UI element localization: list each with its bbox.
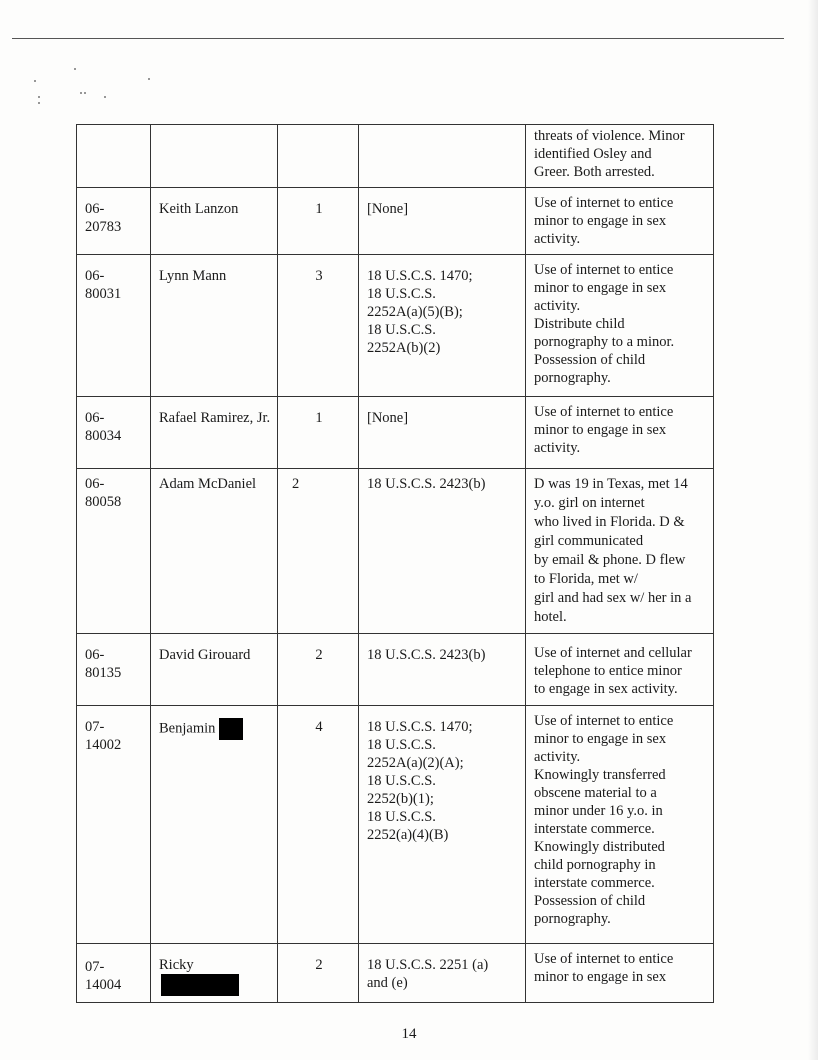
case-number-line: 06- [85, 647, 105, 663]
description-line: threats of violence. Minor [534, 128, 685, 144]
statute-cell [359, 944, 526, 1003]
statute-line: and (e) [367, 975, 408, 991]
case-number-cell [77, 125, 151, 188]
header-rule [12, 38, 784, 39]
description-line: Possession of child [534, 352, 646, 368]
count-value: 1 [315, 410, 323, 426]
case-number-line: 06- [85, 201, 105, 217]
table-row [77, 634, 714, 706]
statute-line: 2252(a)(4)(B) [367, 827, 449, 843]
page-edge-shadow [808, 0, 818, 1060]
statute-line: 2252A(a)(5)(B); [367, 304, 463, 320]
description-line: Use of internet to entice [534, 262, 674, 278]
description-line: girl communicated [534, 533, 644, 549]
count-value: 2 [315, 647, 323, 663]
defendant-name-cell [151, 706, 278, 944]
defendant-name: Rafael Ramirez, Jr. [159, 410, 271, 426]
description-line: Distribute child [534, 316, 625, 332]
description-line: Use of internet to entice [534, 951, 674, 967]
statute-line: 18 U.S.C.S. [367, 737, 436, 753]
description-line: pornography to a minor. [534, 334, 675, 350]
case-number-cell [77, 706, 151, 944]
description-line: minor to engage in sex [534, 213, 667, 229]
description-cell [526, 397, 714, 469]
case-number-line: 14002 [85, 737, 122, 753]
statute-line: 18 U.S.C.S. [367, 809, 436, 825]
defendant-name-cell [151, 634, 278, 706]
statute-line: 18 U.S.C.S. [367, 286, 436, 302]
description-line: pornography. [534, 370, 611, 386]
defendant-name: Ricky [159, 957, 194, 973]
statute-line: 18 U.S.C.S. [367, 322, 436, 338]
description-line: by email & phone. D flew [534, 552, 686, 568]
description-line: interstate commerce. [534, 875, 655, 891]
description-line: Use of internet to entice [534, 713, 674, 729]
description-cell [526, 634, 714, 706]
description-line: y.o. girl on internet [534, 495, 645, 511]
description-line: Use of internet and cellular [534, 645, 692, 661]
defendant-name-cell [151, 125, 278, 188]
case-number-cell [77, 397, 151, 469]
redaction-box [219, 718, 243, 740]
table-row [77, 397, 714, 469]
description-line: Knowingly transferred [534, 767, 666, 783]
count-cell [278, 634, 359, 706]
defendant-name-cell [151, 469, 278, 634]
count-cell [278, 469, 359, 634]
description-line: D was 19 in Texas, met 14 [534, 476, 688, 492]
case-number-line: 20783 [85, 219, 122, 235]
statute-line: [None] [367, 201, 409, 217]
description-line: activity. [534, 298, 581, 314]
description-cell [526, 125, 714, 188]
case-number-line: 80058 [85, 494, 122, 510]
description-line: minor to engage in sex [534, 969, 667, 985]
description-cell [526, 469, 714, 634]
defendant-name: Lynn Mann [159, 268, 227, 284]
description-line: Use of internet to entice [534, 404, 674, 420]
redaction-box [161, 974, 239, 996]
defendant-name-cell [151, 397, 278, 469]
count-value: 1 [315, 201, 323, 217]
case-table [76, 124, 714, 1003]
case-number-cell [77, 634, 151, 706]
case-number-line: 06- [85, 268, 105, 284]
description-line: who lived in Florida. D & [534, 514, 685, 530]
statute-line: 2252A(a)(2)(A); [367, 755, 464, 771]
statute-line: 18 U.S.C.S. [367, 773, 436, 789]
description-line: minor to engage in sex [534, 422, 667, 438]
description-line: minor to engage in sex [534, 731, 667, 747]
defendant-name-cell [151, 944, 278, 1003]
statute-line: 18 U.S.C.S. 2423(b) [367, 476, 486, 492]
description-line: interstate commerce. [534, 821, 655, 837]
statute-line: 2252A(b)(2) [367, 340, 441, 356]
description-cell [526, 188, 714, 255]
case-number-line: 80034 [85, 428, 122, 444]
description-line: telephone to entice minor [534, 663, 682, 679]
case-number-line: 80135 [85, 665, 122, 681]
description-line: to Florida, met w/ [534, 571, 638, 587]
description-line: minor under 16 y.o. in [534, 803, 663, 819]
statute-line: 18 U.S.C.S. 2251 (a) [367, 957, 489, 973]
defendant-name: Adam McDaniel [159, 476, 257, 492]
statute-cell [359, 706, 526, 944]
page-number: 14 [401, 1026, 417, 1042]
count-cell [278, 188, 359, 255]
description-line: activity. [534, 231, 581, 247]
description-cell [526, 944, 714, 1003]
statute-line: [None] [367, 410, 409, 426]
count-value: 4 [315, 719, 323, 735]
defendant-name: David Girouard [159, 647, 251, 663]
table-row [77, 706, 714, 944]
case-number-line: 07- [85, 719, 105, 735]
count-value: 3 [315, 268, 323, 284]
table-row [77, 255, 714, 397]
count-value: 2 [292, 476, 300, 492]
case-number-cell [77, 944, 151, 1003]
statute-cell [359, 634, 526, 706]
case-number-line: 06- [85, 476, 105, 492]
description-line: Use of internet to entice [534, 195, 674, 211]
statute-cell [359, 188, 526, 255]
description-cell [526, 255, 714, 397]
case-number-cell [77, 255, 151, 397]
defendant-name: Keith Lanzon [159, 201, 239, 217]
case-number-cell [77, 188, 151, 255]
defendant-name: Benjamin [159, 720, 216, 737]
statute-line: 18 U.S.C.S. 2423(b) [367, 647, 486, 663]
table-row [77, 188, 714, 255]
description-line: Greer. Both arrested. [534, 164, 655, 180]
statute-cell [359, 255, 526, 397]
statute-cell [359, 397, 526, 469]
description-line: pornography. [534, 911, 611, 927]
description-line: to engage in sex activity. [534, 681, 678, 697]
count-cell [278, 706, 359, 944]
table-row [77, 125, 714, 188]
description-line: Possession of child [534, 893, 646, 909]
case-number-line: 14004 [85, 977, 122, 993]
case-number-line: 07- [85, 959, 105, 975]
table-row [77, 944, 714, 1003]
defendant-name-cell [151, 255, 278, 397]
statute-line: 2252(b)(1); [367, 791, 434, 807]
description-line: obscene material to a [534, 785, 657, 801]
statute-line: 18 U.S.C.S. 1470; [367, 719, 473, 735]
scan-specks [30, 62, 160, 112]
case-number-line: 06- [85, 410, 105, 426]
statute-line: 18 U.S.C.S. 1470; [367, 268, 473, 284]
table-row [77, 469, 714, 634]
description-cell [526, 706, 714, 944]
count-cell [278, 125, 359, 188]
description-line: child pornography in [534, 857, 656, 873]
case-number-line: 80031 [85, 286, 122, 302]
description-line: hotel. [534, 609, 567, 625]
description-line: activity. [534, 749, 581, 765]
description-line: girl and had sex w/ her in a [534, 590, 692, 606]
description-line: identified Osley and [534, 146, 652, 162]
description-line: Knowingly distributed [534, 839, 665, 855]
count-cell [278, 255, 359, 397]
count-value: 2 [315, 957, 323, 973]
description-line: activity. [534, 440, 581, 456]
count-cell [278, 944, 359, 1003]
case-number-cell [77, 469, 151, 634]
statute-cell [359, 469, 526, 634]
statute-cell [359, 125, 526, 188]
count-cell [278, 397, 359, 469]
description-line: minor to engage in sex [534, 280, 667, 296]
defendant-name-cell [151, 188, 278, 255]
